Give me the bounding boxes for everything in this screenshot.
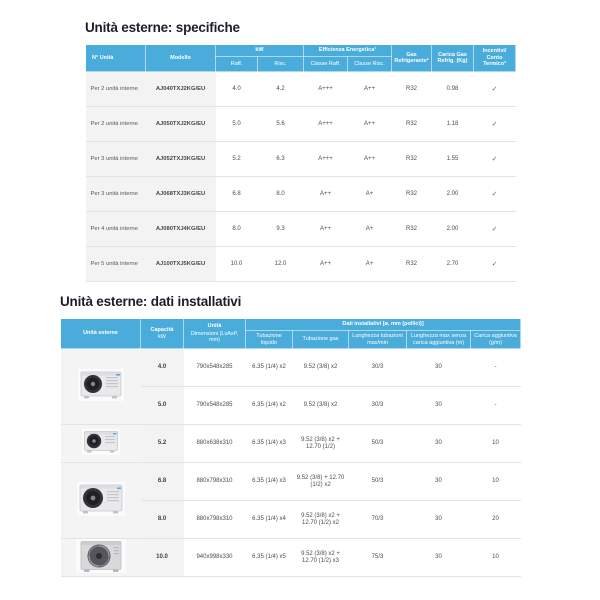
max-min-length-cell: 30/3 <box>349 349 407 387</box>
capacity-cell: 6.8 <box>141 463 184 501</box>
col-header-raff: Raff. <box>216 57 258 72</box>
max-min-length-cell: 50/3 <box>349 425 407 463</box>
classe-raff-cell: A++ <box>304 212 348 247</box>
col-header-gas-refrigerante: Gas Refrigerante² <box>392 45 432 72</box>
unit-photo-cell <box>61 425 141 463</box>
table-row <box>61 539 521 577</box>
gas-pipe-cell: 9.52 (3/8) + 12.70 (1/2) x2 <box>293 463 349 501</box>
table-row <box>61 463 521 501</box>
check-icon: ✓ <box>474 72 516 107</box>
row-label: Per 5 unità interne <box>86 247 146 282</box>
col-group-efficienza-energetica: Efficienza Energetica¹ <box>304 45 392 57</box>
unita-label: Unità <box>207 323 222 330</box>
additional-charge-cell: 10 <box>471 425 521 463</box>
col-header-incentivi: Incentivi/ Conto Termico³ <box>474 45 516 72</box>
liquid-pipe-cell: 6.35 (1/4) x2 <box>246 349 293 387</box>
liquid-pipe-cell: 6.35 (1/4) x5 <box>246 539 293 577</box>
kw-raff-cell: 5.2 <box>216 142 258 177</box>
kw-raff-cell: 10.0 <box>216 247 258 282</box>
specs-title: Unità esterne: specifiche <box>85 20 240 35</box>
capacity-cell: 10.0 <box>141 539 184 577</box>
unit-photo-cell <box>61 463 141 539</box>
max-min-length-cell: 30/3 <box>349 387 407 425</box>
gas-pipe-cell: 9.52 (3/8) x2 <box>293 349 349 387</box>
col-header-lunghezza-max-min: Lunghezza tubazioni max/min <box>349 331 407 349</box>
unit-photo-cell <box>61 539 141 577</box>
col-header-modello: Modello <box>146 45 216 72</box>
classe-raff-cell: A+++ <box>304 72 348 107</box>
liquid-pipe-cell: 6.35 (1/4) x3 <box>246 425 293 463</box>
capacita-label: Capacità <box>150 326 174 333</box>
row-label: Per 2 unità interne <box>86 72 146 107</box>
col-header-risc: Risc. <box>258 57 304 72</box>
classe-raff-cell: A+++ <box>304 142 348 177</box>
col-header-unita-esterne: Unità esterne <box>61 319 141 349</box>
classe-risc-cell: A+ <box>348 177 392 212</box>
col-group-dati-installativi: Dati installativi [ø, mm (pollici)] <box>246 319 521 331</box>
classe-risc-cell: A++ <box>348 107 392 142</box>
col-header-capacita <box>141 319 184 349</box>
additional-charge-cell: 10 <box>471 539 521 577</box>
check-icon: ✓ <box>474 247 516 282</box>
outdoor-unit-image <box>82 429 120 455</box>
col-header-classe-raff: Classe Raff. <box>304 57 348 72</box>
no-charge-length-cell: 30 <box>407 501 471 539</box>
carica-cell: 1.18 <box>432 107 474 142</box>
capacity-cell: 4.0 <box>141 349 184 387</box>
no-charge-length-cell: 30 <box>407 349 471 387</box>
max-min-length-cell: 50/3 <box>349 463 407 501</box>
no-charge-length-cell: 30 <box>407 539 471 577</box>
col-group-kw: kW <box>216 45 304 57</box>
kw-raff-cell: 8.0 <box>216 212 258 247</box>
table-row <box>86 212 516 247</box>
row-label: Per 4 unità interne <box>86 212 146 247</box>
table-row <box>86 177 516 212</box>
additional-charge-cell: 10 <box>471 463 521 501</box>
model-cell: AJ100TXJ5KG/EU <box>146 247 216 282</box>
table-row <box>86 107 516 142</box>
carica-cell: 1.55 <box>432 142 474 177</box>
col-header-carica-gas: Carica Gas Refrig. (Kg) <box>432 45 474 72</box>
gas-cell: R32 <box>392 107 432 142</box>
max-min-length-cell: 70/3 <box>349 501 407 539</box>
gas-cell: R32 <box>392 142 432 177</box>
row-label: Per 2 unità interne <box>86 107 146 142</box>
classe-risc-cell: A++ <box>348 142 392 177</box>
classe-raff-cell: A++ <box>304 177 348 212</box>
kw-risc-cell: 8.0 <box>258 177 304 212</box>
outdoor-unit-image <box>76 539 126 573</box>
dimensions-cell: 880x798x310 <box>184 501 246 539</box>
check-icon: ✓ <box>474 142 516 177</box>
dimensions-cell: 880x638x310 <box>184 425 246 463</box>
carica-cell: 2.00 <box>432 177 474 212</box>
table-row <box>86 247 516 282</box>
gas-pipe-cell: 9.52 (3/8) x2 <box>293 387 349 425</box>
no-charge-length-cell: 30 <box>407 387 471 425</box>
gas-pipe-cell: 9.52 (3/8) x2 + 12.70 (1/2) x3 <box>293 539 349 577</box>
col-header-tubazione-gas: Tubazione gas <box>293 331 349 349</box>
col-header-lunghezza-senza-carica: Lunghezza max senza carica aggiuntiva (m) <box>407 331 471 349</box>
model-cell: AJ050TXJ2KG/EU <box>146 107 216 142</box>
carica-cell: 2.00 <box>432 212 474 247</box>
liquid-pipe-cell: 6.35 (1/4) x2 <box>246 387 293 425</box>
kw-risc-cell: 5.6 <box>258 107 304 142</box>
classe-risc-cell: A+ <box>348 247 392 282</box>
specs-table <box>85 44 516 282</box>
max-min-length-cell: 75/3 <box>349 539 407 577</box>
classe-risc-cell: A++ <box>348 72 392 107</box>
gas-cell: R32 <box>392 72 432 107</box>
model-cell: AJ080TXJ4KG/EU <box>146 212 216 247</box>
gas-cell: R32 <box>392 177 432 212</box>
table-row <box>86 72 516 107</box>
kw-raff-cell: 4.0 <box>216 72 258 107</box>
unit-photo-cell <box>61 349 141 425</box>
check-icon: ✓ <box>474 212 516 247</box>
no-charge-length-cell: 30 <box>407 425 471 463</box>
dimensions-cell: 790x548x285 <box>184 387 246 425</box>
liquid-pipe-cell: 6.35 (1/4) x3 <box>246 463 293 501</box>
kw-risc-cell: 6.3 <box>258 142 304 177</box>
table-row <box>61 349 521 387</box>
col-header-classe-risc: Classe Risc. <box>348 57 392 72</box>
classe-raff-cell: A+++ <box>304 107 348 142</box>
carica-cell: 0.98 <box>432 72 474 107</box>
col-header-tubazione-liquido: Tubazione liquido <box>246 331 293 349</box>
additional-charge-cell: - <box>471 387 521 425</box>
gas-pipe-cell: 9.52 (3/8) x2 + 12.70 (1/2) <box>293 425 349 463</box>
check-icon: ✓ <box>474 107 516 142</box>
check-icon: ✓ <box>474 177 516 212</box>
table-row <box>86 142 516 177</box>
classe-raff-cell: A++ <box>304 247 348 282</box>
outdoor-unit-image <box>77 482 125 516</box>
dimensions-cell: 880x798x310 <box>184 463 246 501</box>
capacity-cell: 5.2 <box>141 425 184 463</box>
gas-pipe-cell: 9.52 (3/8) x2 + 12.70 (1/2) x2 <box>293 501 349 539</box>
outdoor-unit-image <box>78 369 124 401</box>
no-charge-length-cell: 30 <box>407 463 471 501</box>
row-label: Per 3 unità interne <box>86 142 146 177</box>
kw-risc-cell: 12.0 <box>258 247 304 282</box>
install-title: Unità esterne: dati installativi <box>60 294 242 309</box>
additional-charge-cell: 20 <box>471 501 521 539</box>
kw-raff-cell: 5.0 <box>216 107 258 142</box>
row-label: Per 3 unità interne <box>86 177 146 212</box>
install-table-header <box>61 319 521 349</box>
col-header-n-unita: N° Unità <box>86 45 146 72</box>
capacity-cell: 8.0 <box>141 501 184 539</box>
specs-table-header <box>86 45 516 72</box>
capacita-unit-label: kW <box>158 334 166 340</box>
liquid-pipe-cell: 6.35 (1/4) x4 <box>246 501 293 539</box>
dimensions-cell: 790x548x285 <box>184 349 246 387</box>
gas-cell: R32 <box>392 212 432 247</box>
model-cell: AJ052TXJ3KG/EU <box>146 142 216 177</box>
model-cell: AJ068TXJ3KG/EU <box>146 177 216 212</box>
table-row <box>61 425 521 463</box>
classe-risc-cell: A+ <box>348 212 392 247</box>
kw-risc-cell: 4.2 <box>258 72 304 107</box>
gas-cell: R32 <box>392 247 432 282</box>
additional-charge-cell: - <box>471 349 521 387</box>
capacity-cell: 5.0 <box>141 387 184 425</box>
kw-risc-cell: 9.3 <box>258 212 304 247</box>
carica-cell: 2.70 <box>432 247 474 282</box>
install-section <box>60 294 520 577</box>
dimensioni-label: Dimensioni (LxAxP, mm) <box>190 330 239 344</box>
dimensions-cell: 940x998x330 <box>184 539 246 577</box>
kw-raff-cell: 6.8 <box>216 177 258 212</box>
specs-section <box>85 20 515 282</box>
install-table <box>60 318 521 577</box>
col-header-carica-aggiuntiva: Carica aggiuntiva (g/m) <box>471 331 521 349</box>
col-header-dimensioni <box>184 319 246 349</box>
model-cell: AJ040TXJ2KG/EU <box>146 72 216 107</box>
